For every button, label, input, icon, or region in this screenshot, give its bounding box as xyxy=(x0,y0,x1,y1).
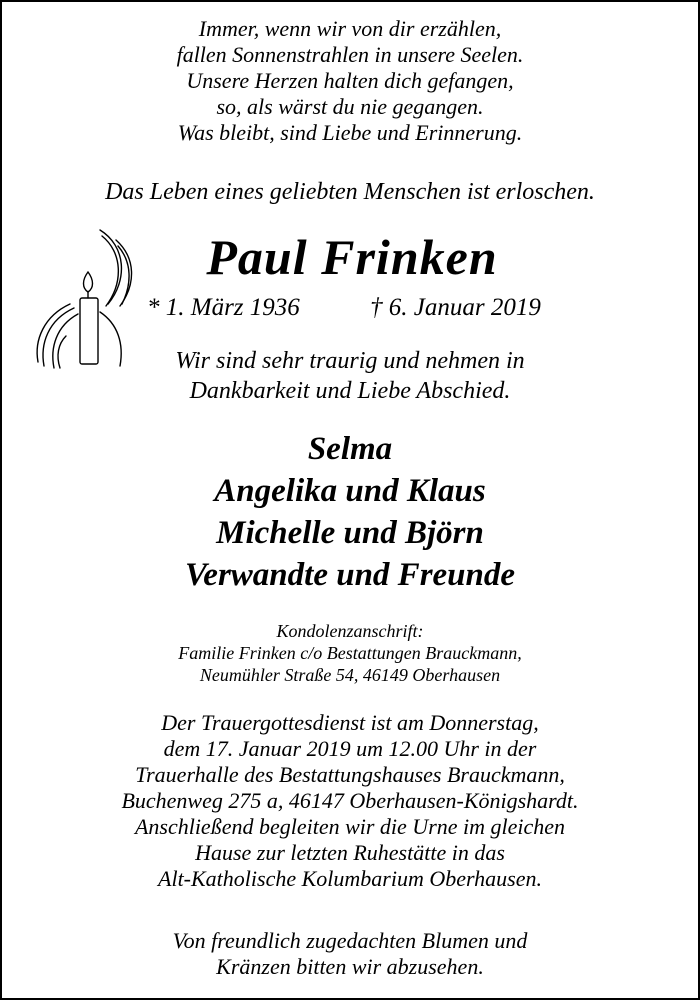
poem-line: so, als wärst du nie gegangen. xyxy=(216,94,484,119)
poem-line: Unsere Herzen halten dich gefangen, xyxy=(186,68,514,93)
poem-line: Immer, wenn wir von dir erzählen, xyxy=(198,16,502,41)
service-line: Anschließend begleiten wir die Urne im gleichen xyxy=(134,814,566,839)
mourners-list xyxy=(2,428,698,596)
farewell-line: Dankbarkeit und Liebe Abschied. xyxy=(189,378,511,404)
mourner-name: Selma xyxy=(307,431,393,467)
mourner-name: Angelika und Klaus xyxy=(214,473,486,509)
birth-date: * 1. März 1936 xyxy=(147,294,300,321)
flowers-line: Kränzen bitten wir abzusehen. xyxy=(216,954,484,979)
farewell-message xyxy=(2,346,698,406)
memorial-poem xyxy=(2,16,698,146)
mourner-name: Michelle und Björn xyxy=(216,515,484,551)
service-line: Hause zur letzten Ruhestätte in das xyxy=(195,840,505,865)
life-dates xyxy=(142,292,572,324)
flowers-line: Von freundlich zugedachten Blumen und xyxy=(172,928,528,953)
service-line: dem 17. Januar 2019 um 12.00 Uhr in der xyxy=(163,736,537,761)
mourner-name: Verwandte und Freunde xyxy=(184,557,516,593)
poem-line: fallen Sonnenstrahlen in unsere Seelen. xyxy=(176,42,524,67)
intro-statement: Das Leben eines geliebten Menschen ist erloschen. xyxy=(105,179,595,205)
flowers-request xyxy=(2,928,698,980)
deceased-name: Paul Frinken xyxy=(206,229,498,285)
service-line: Alt-Katholische Kolumbarium Oberhausen. xyxy=(158,866,542,891)
service-line: Trauerhalle des Bestattungshauses Brauckmann, xyxy=(135,762,565,787)
condolence-label: Kondolenzanschrift: xyxy=(276,621,424,641)
service-line: Der Trauergottesdienst ist am Donnerstag, xyxy=(161,710,539,735)
death-date: † 6. Januar 2019 xyxy=(370,294,541,321)
funeral-service-info xyxy=(2,710,698,892)
condolence-line: Neumühler Straße 54, 46149 Oberhausen xyxy=(199,665,501,685)
farewell-line: Wir sind sehr traurig und nehmen in xyxy=(175,348,525,374)
condolence-line: Familie Frinken c/o Bestattungen Brauckmann, xyxy=(178,643,522,663)
service-line: Buchenweg 275 a, 46147 Oberhausen-Königshardt. xyxy=(121,788,579,813)
poem-line: Was bleibt, sind Liebe und Erinnerung. xyxy=(177,120,523,145)
condolence-address xyxy=(2,620,698,686)
